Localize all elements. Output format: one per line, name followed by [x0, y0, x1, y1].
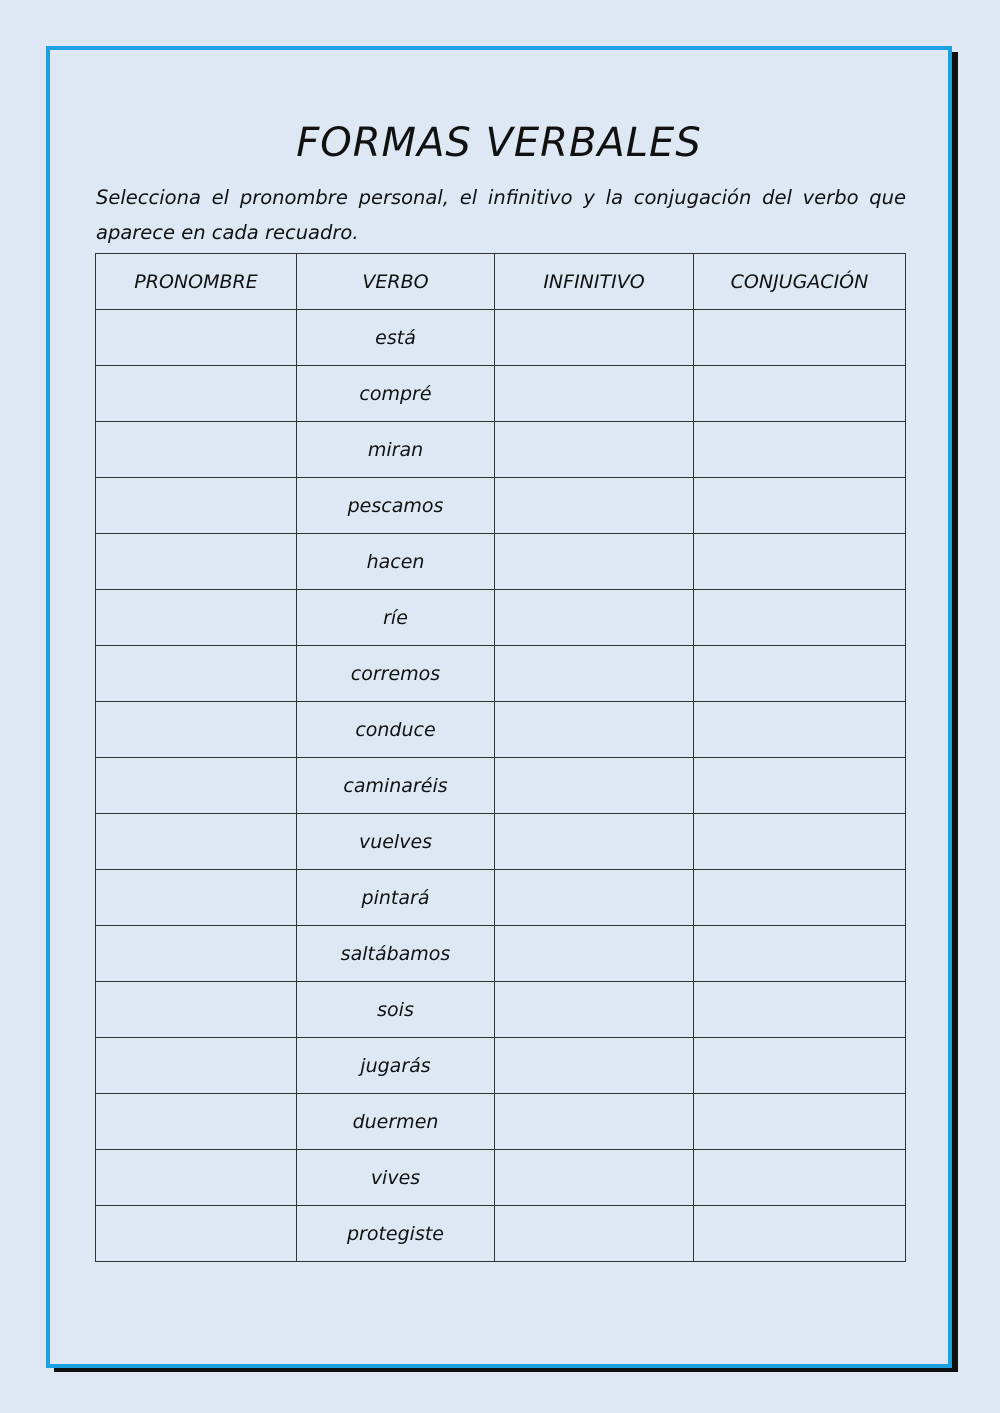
infinitivo-answer-cell[interactable]	[495, 478, 694, 534]
verb-rows	[96, 310, 906, 1262]
header-conjugacion: CONJUGACIÓN	[694, 254, 906, 310]
conjugacion-answer-cell[interactable]	[694, 1038, 906, 1094]
conjugacion-answer-cell[interactable]	[694, 1094, 906, 1150]
table-row	[96, 646, 906, 702]
pronombre-answer-cell[interactable]	[96, 1094, 297, 1150]
verb-cell: saltábamos	[297, 926, 495, 982]
verb-table	[95, 253, 906, 1262]
pronombre-answer-cell[interactable]	[96, 534, 297, 590]
conjugacion-answer-cell[interactable]	[694, 870, 906, 926]
conjugacion-answer-cell[interactable]	[694, 814, 906, 870]
conjugacion-answer-cell[interactable]	[694, 422, 906, 478]
verb-cell: jugarás	[297, 1038, 495, 1094]
pronombre-answer-cell[interactable]	[96, 646, 297, 702]
pronombre-answer-cell[interactable]	[96, 758, 297, 814]
table-row	[96, 422, 906, 478]
conjugacion-answer-cell[interactable]	[694, 646, 906, 702]
verb-cell: caminaréis	[297, 758, 495, 814]
table-row	[96, 1038, 906, 1094]
table-row	[96, 1094, 906, 1150]
table-row	[96, 926, 906, 982]
pronombre-answer-cell[interactable]	[96, 1038, 297, 1094]
pronombre-answer-cell[interactable]	[96, 590, 297, 646]
table-row	[96, 1206, 906, 1262]
infinitivo-answer-cell[interactable]	[495, 366, 694, 422]
table-row	[96, 1150, 906, 1206]
conjugacion-answer-cell[interactable]	[694, 366, 906, 422]
table-row	[96, 310, 906, 366]
conjugacion-answer-cell[interactable]	[694, 534, 906, 590]
pronombre-answer-cell[interactable]	[96, 814, 297, 870]
conjugacion-answer-cell[interactable]	[694, 926, 906, 982]
table-row	[96, 982, 906, 1038]
pronombre-answer-cell[interactable]	[96, 422, 297, 478]
infinitivo-answer-cell[interactable]	[495, 1206, 694, 1262]
pronombre-answer-cell[interactable]	[96, 1206, 297, 1262]
table-row	[96, 534, 906, 590]
pronombre-answer-cell[interactable]	[96, 982, 297, 1038]
infinitivo-answer-cell[interactable]	[495, 590, 694, 646]
verb-cell: conduce	[297, 702, 495, 758]
header-verbo: VERBO	[297, 254, 495, 310]
infinitivo-answer-cell[interactable]	[495, 926, 694, 982]
infinitivo-answer-cell[interactable]	[495, 534, 694, 590]
header-row	[96, 254, 906, 310]
table-row	[96, 758, 906, 814]
pronombre-answer-cell[interactable]	[96, 1150, 297, 1206]
table-row	[96, 590, 906, 646]
pronombre-answer-cell[interactable]	[96, 870, 297, 926]
verb-cell: está	[297, 310, 495, 366]
pronombre-answer-cell[interactable]	[96, 310, 297, 366]
infinitivo-answer-cell[interactable]	[495, 646, 694, 702]
infinitivo-answer-cell[interactable]	[495, 1094, 694, 1150]
verb-cell: corremos	[297, 646, 495, 702]
verb-cell: vives	[297, 1150, 495, 1206]
conjugacion-answer-cell[interactable]	[694, 702, 906, 758]
verb-cell: vuelves	[297, 814, 495, 870]
conjugacion-answer-cell[interactable]	[694, 758, 906, 814]
verb-cell: pintará	[297, 870, 495, 926]
header-pronombre: PRONOMBRE	[96, 254, 297, 310]
instructions-text: Selecciona el pronombre personal, el infinitivo y la conjugación del verbo que aparece en cada recuadro.	[96, 186, 906, 244]
pronombre-answer-cell[interactable]	[96, 478, 297, 534]
verb-cell: hacen	[297, 534, 495, 590]
verb-cell: duermen	[297, 1094, 495, 1150]
page-title: FORMAS VERBALES	[296, 120, 702, 166]
verb-cell: ríe	[297, 590, 495, 646]
verb-cell: miran	[297, 422, 495, 478]
table-row	[96, 478, 906, 534]
infinitivo-answer-cell[interactable]	[495, 422, 694, 478]
infinitivo-answer-cell[interactable]	[495, 814, 694, 870]
pronombre-answer-cell[interactable]	[96, 926, 297, 982]
conjugacion-answer-cell[interactable]	[694, 590, 906, 646]
infinitivo-answer-cell[interactable]	[495, 1150, 694, 1206]
conjugacion-answer-cell[interactable]	[694, 982, 906, 1038]
verb-cell: sois	[297, 982, 495, 1038]
verb-cell: pescamos	[297, 478, 495, 534]
verb-cell: compré	[297, 366, 495, 422]
header-infinitivo: INFINITIVO	[495, 254, 694, 310]
table-row	[96, 366, 906, 422]
table-row	[96, 702, 906, 758]
worksheet-frame	[46, 46, 952, 1368]
conjugacion-answer-cell[interactable]	[694, 310, 906, 366]
infinitivo-answer-cell[interactable]	[495, 702, 694, 758]
infinitivo-answer-cell[interactable]	[495, 310, 694, 366]
table-row	[96, 814, 906, 870]
conjugacion-answer-cell[interactable]	[694, 1150, 906, 1206]
conjugacion-answer-cell[interactable]	[694, 478, 906, 534]
infinitivo-answer-cell[interactable]	[495, 982, 694, 1038]
infinitivo-answer-cell[interactable]	[495, 758, 694, 814]
pronombre-answer-cell[interactable]	[96, 702, 297, 758]
verb-cell: protegiste	[297, 1206, 495, 1262]
table-row	[96, 870, 906, 926]
infinitivo-answer-cell[interactable]	[495, 870, 694, 926]
infinitivo-answer-cell[interactable]	[495, 1038, 694, 1094]
pronombre-answer-cell[interactable]	[96, 366, 297, 422]
conjugacion-answer-cell[interactable]	[694, 1206, 906, 1262]
